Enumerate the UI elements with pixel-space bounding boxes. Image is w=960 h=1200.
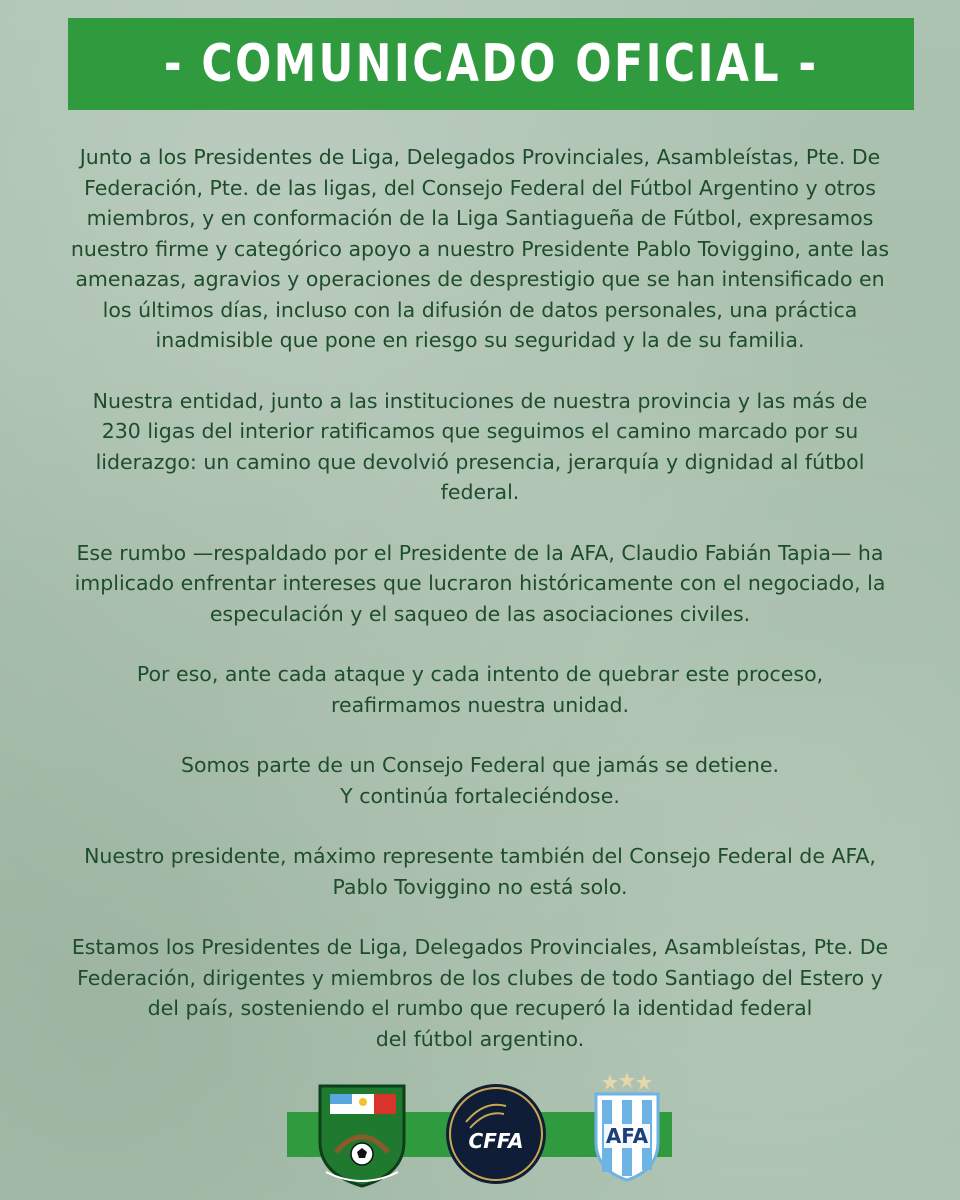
statement-paragraph: [20, 142, 940, 356]
header-title: - COMUNICADO OFICIAL -: [163, 34, 819, 94]
statement-body: [20, 142, 940, 1084]
statement-paragraph: [20, 750, 940, 811]
statement-paragraph: [20, 538, 940, 630]
statement-line: inadmisible que pone en riesgo su seguridad y la de su familia.: [155, 328, 805, 352]
statement-paragraph: [20, 932, 940, 1054]
statement-line: del país, sosteniendo el rumbo que recuperó la identidad federal: [147, 996, 813, 1020]
statement-line: implicado enfrentar intereses que lucraron históricamente con el negociado, la: [74, 571, 886, 595]
statement-line: reafirmamos nuestra unidad.: [331, 692, 629, 717]
statement-line: del fútbol argentino.: [375, 1026, 585, 1051]
statement-line: Junto a los Presidentes de Liga, Delegados Provinciales, Asambleístas, Pte. De: [79, 145, 881, 169]
afa-logo: [588, 1070, 666, 1184]
statement-line: los últimos días, incluso con la difusión de datos personales, una práctica: [102, 297, 858, 322]
statement-line: 230 ligas del interior ratificamos que seguimos el camino marcado por su: [101, 419, 859, 443]
header-banner: [68, 18, 914, 110]
statement-line: Nuestra entidad, junto a las instituciones de nuestra provincia y las más de: [92, 388, 868, 413]
statement-line: especulación y el saqueo de las asociaciones civiles.: [209, 601, 751, 626]
statement-paragraph: [20, 659, 940, 720]
statement-paragraph: [20, 386, 940, 508]
statement-line: Nuestro presidente, máximo represente también del Consejo Federal de AFA,: [84, 844, 876, 868]
statement-line: liderazgo: un camino que devolvió presencia, jerarquía y dignidad al fútbol: [95, 449, 865, 474]
afa-text: AFA: [605, 1124, 649, 1148]
liga-santiaguena-logo: [316, 1082, 408, 1188]
statement-line: Y continúa fortaleciéndose.: [340, 783, 620, 808]
statement-line: Federación, Pte. de las ligas, del Consejo Federal del Fútbol Argentino y otros: [84, 175, 876, 200]
statement-paragraph: [20, 841, 940, 902]
statement-line: amenazas, agravios y operaciones de desprestigio que se han intensificado en: [75, 267, 885, 291]
statement-line: Estamos los Presidentes de Liga, Delegados Provinciales, Asambleístas, Pte. De: [71, 935, 889, 959]
statement-line: Pablo Toviggino no está solo.: [332, 874, 628, 899]
statement-line: Ese rumbo —respaldado por el Presidente de la AFA, Claudio Fabián Tapia— ha: [76, 540, 884, 565]
statement-line: federal.: [440, 480, 520, 504]
cffa-text: CFFA: [468, 1129, 524, 1153]
cffa-logo: [444, 1082, 548, 1186]
statement-line: Somos parte de un Consejo Federal que jamás se detiene.: [180, 753, 780, 777]
statement-line: nuestro firme y categórico apoyo a nuestro Presidente Pablo Toviggino, ante las: [70, 236, 890, 261]
statement-line: Federación, dirigentes y miembros de los clubes de todo Santiago del Estero y: [77, 965, 883, 990]
statement-line: Por eso, ante cada ataque y cada intento de quebrar este proceso,: [136, 662, 824, 686]
statement-line: miembros, y en conformación de la Liga Santiagueña de Fútbol, expresamos: [86, 206, 874, 230]
